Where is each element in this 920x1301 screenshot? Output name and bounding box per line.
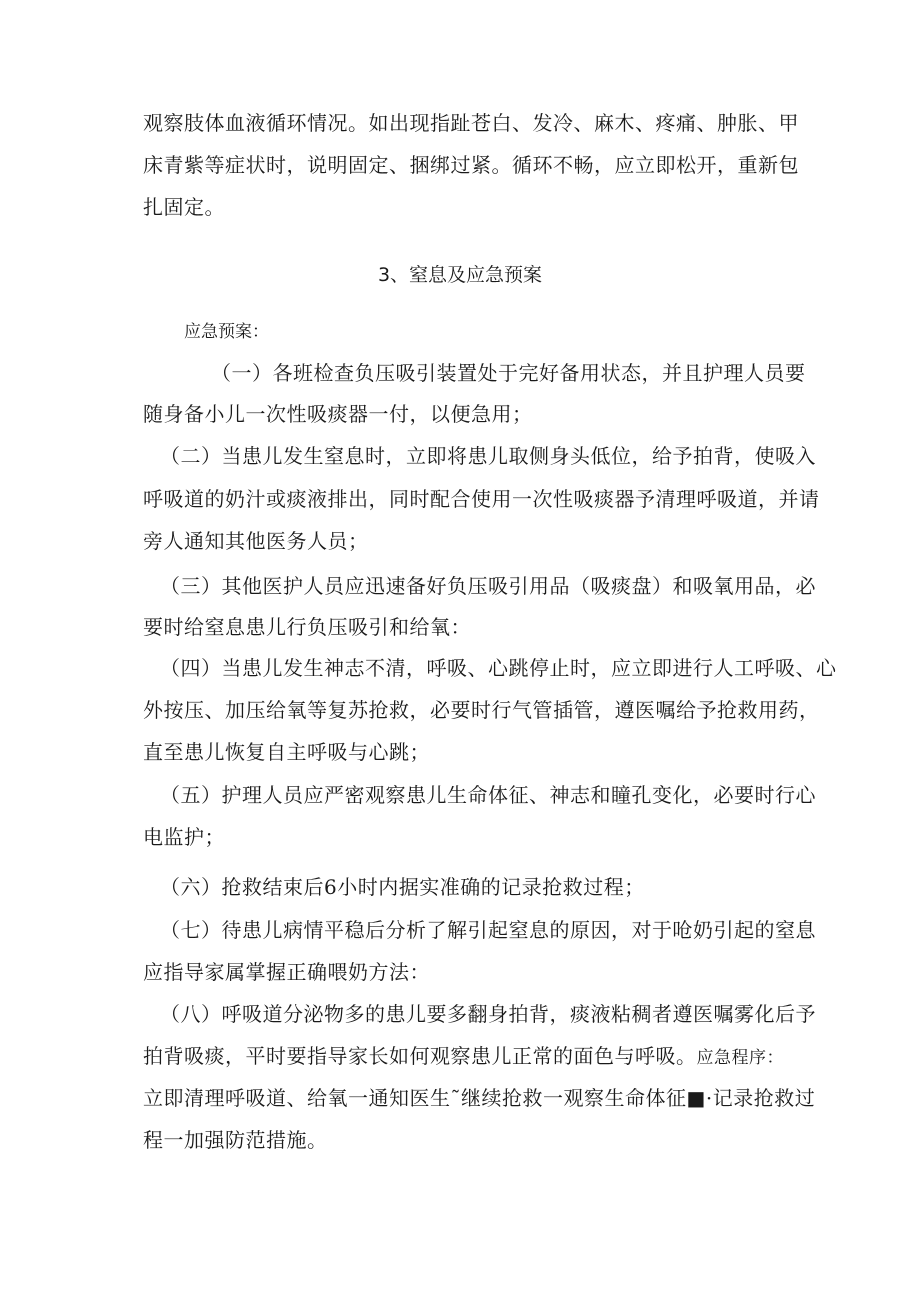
item4-line-1: （四）当患儿发生神志不清，呼吸、心跳停止时，应立即进行人工呼吸、心 <box>160 656 837 680</box>
item4-line-2: 外按压、加压给氧等复苏抢救，必要时行气管插管，遵医嘱给予抢救用药， <box>143 698 820 722</box>
item4-line-3: 直至患儿恢复自主呼吸与心跳； <box>143 740 430 764</box>
plan-label: 应急预案： <box>184 322 269 342</box>
item6-line-1: （六）抢救结束后6小时内据实准确的记录抢救过程； <box>160 875 645 899</box>
item2-line-2: 呼吸道的奶汁或痰液排出，同时配合使用一次性吸痰器予清理呼吸道，并请 <box>143 487 820 511</box>
item8-line-2 <box>143 1043 784 1071</box>
item3-line-1: （三）其他医护人员应迅速备好负压吸引用品（吸痰盘）和吸氧用品，必 <box>160 574 816 598</box>
item5-line-1: （五）护理人员应严密观察患儿生命体征、神志和瞳孔变化，必要时行心 <box>160 783 816 807</box>
intro-line-2: 床青紫等症状时，说明固定、捆绑过紧。循环不畅，应立即松开，重新包 <box>143 153 799 177</box>
item3-line-2: 要时给窒息患儿行负压吸引和给氧： <box>143 615 471 639</box>
procedure-line-2: 程一加强防范措施。 <box>143 1128 328 1152</box>
item7-line-1: （七）待患儿病情平稳后分析了解引起窒息的原因，对于呛奶引起的窒息 <box>160 918 816 942</box>
item5-line-2: 电监护； <box>143 825 225 849</box>
item1-line-1: （一）各班检查负压吸引装置处于完好备用状态，并且护理人员要 <box>211 361 806 385</box>
item2-line-1: （二）当患儿发生窒息时，立即将患儿取侧身头低位，给予拍背，使吸入 <box>160 444 816 468</box>
item8-line-2-text: 拍背吸痰，平时要指导家长如何观察患儿正常的面色与呼吸。 <box>143 1044 697 1068</box>
procedure-label: 应急程序： <box>696 1048 784 1068</box>
intro-line-1: 观察肢体血液循环情况。如出现指趾苍白、发冷、麻木、疼痛、肿胀、甲 <box>143 111 799 135</box>
intro-line-3: 扎固定。 <box>143 195 225 219</box>
procedure-line-1: 立即清理呼吸道、给氧一通知医生˜继续抢救一观察生命体征■·记录抢救过 <box>143 1086 816 1110</box>
item7-line-2: 应指导家属掌握正确喂奶方法： <box>143 960 430 984</box>
item1-line-2: 随身备小儿一次性吸痰器一付，以便急用； <box>143 402 533 426</box>
section-heading: 3、窒息及应急预案 <box>377 264 543 286</box>
item2-line-3: 旁人通知其他医务人员； <box>143 529 369 553</box>
item8-line-1: （八）呼吸道分泌物多的患儿要多翻身拍背，痰液粘稠者遵医嘱雾化后予 <box>160 1002 816 1026</box>
